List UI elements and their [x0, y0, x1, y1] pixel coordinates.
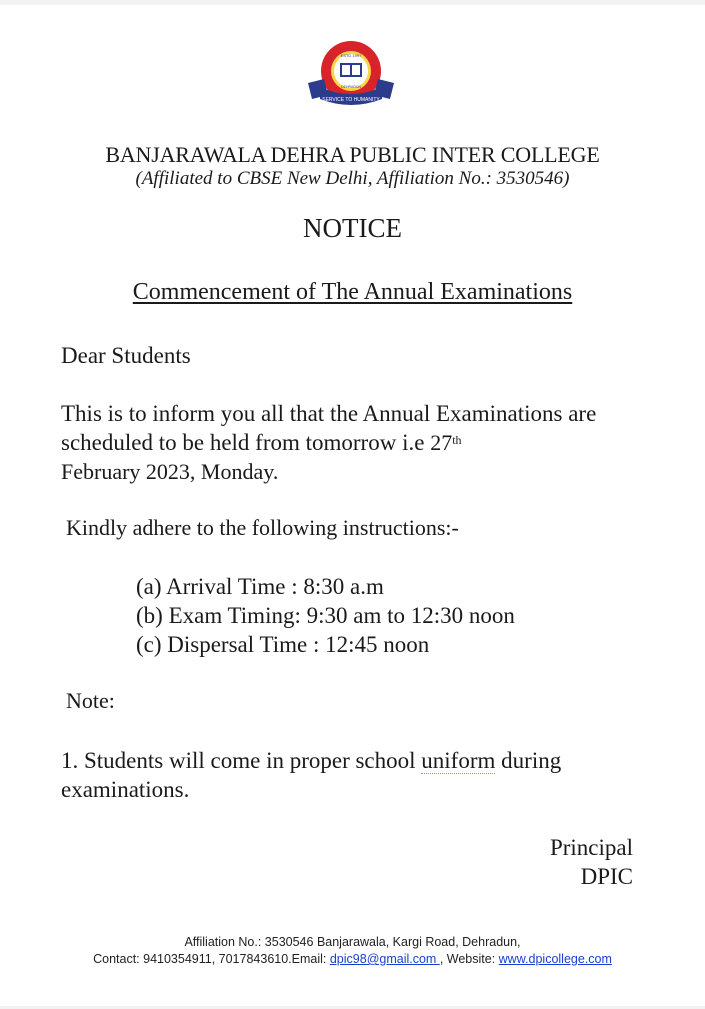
footer-contact-text: Contact: 9410354911, 7017843610.Email:: [93, 952, 330, 966]
instruction-item: (b) Exam Timing: 9:30 am to 12:30 noon: [136, 603, 515, 628]
instructions-list: [136, 572, 515, 659]
notice-title: NOTICE: [303, 213, 402, 243]
exam-date-rest: February 2023, Monday.: [61, 459, 279, 484]
footer-address: Affiliation No.: 3530546 Banjarawala, Kargi Road, Dehradun,: [184, 935, 521, 949]
signature-block: [550, 833, 633, 891]
note-uniform-word: uniform: [421, 748, 496, 773]
notice-subject: Commencement of The Annual Examinations: [132, 279, 573, 305]
note-heading: Note:: [66, 688, 115, 713]
instruction-item: (c) Dispersal Time : 12:45 noon: [136, 632, 430, 657]
instruction-item: (a) Arrival Time : 8:30 a.m: [136, 574, 384, 599]
logo-estd: ESTD 1997: [340, 53, 362, 58]
college-name: BANJARAWALA DEHRA PUBLIC INTER COLLEGE: [105, 142, 600, 167]
announcement-text: This is to inform you all that the Annual Examinations are scheduled to be held from tomorrow i.e: [61, 401, 597, 455]
notice-page: [0, 5, 705, 1006]
exam-date-day: 27: [430, 430, 453, 455]
footer: [0, 934, 705, 968]
email-link[interactable]: dpic98@gmail.com: [329, 952, 440, 966]
instructions-heading: Kindly adhere to the following instructions:-: [66, 515, 459, 540]
note-text-before: 1. Students will come in proper school: [61, 748, 422, 773]
website-link[interactable]: www.dpicollege.com: [498, 952, 612, 966]
affiliation-line: (Affiliated to CBSE New Delhi, Affiliation No.: 3530546): [135, 168, 570, 189]
logo-place: DEHRADUN: [341, 85, 361, 89]
footer-website-label: , Website:: [439, 952, 499, 966]
exam-date-suffix: th: [452, 433, 462, 447]
greeting: Dear Students: [61, 343, 191, 368]
school-crest-icon: [302, 39, 400, 109]
footer-contact: [0, 951, 705, 968]
note-paragraph: [61, 746, 641, 804]
signature-title: Principal: [549, 835, 633, 860]
logo-motto: SERVICE TO HUMANITY: [322, 97, 380, 103]
note-text-after: during examinations.: [61, 748, 562, 802]
announcement-paragraph: [61, 399, 641, 486]
signature-org: DPIC: [580, 864, 633, 889]
